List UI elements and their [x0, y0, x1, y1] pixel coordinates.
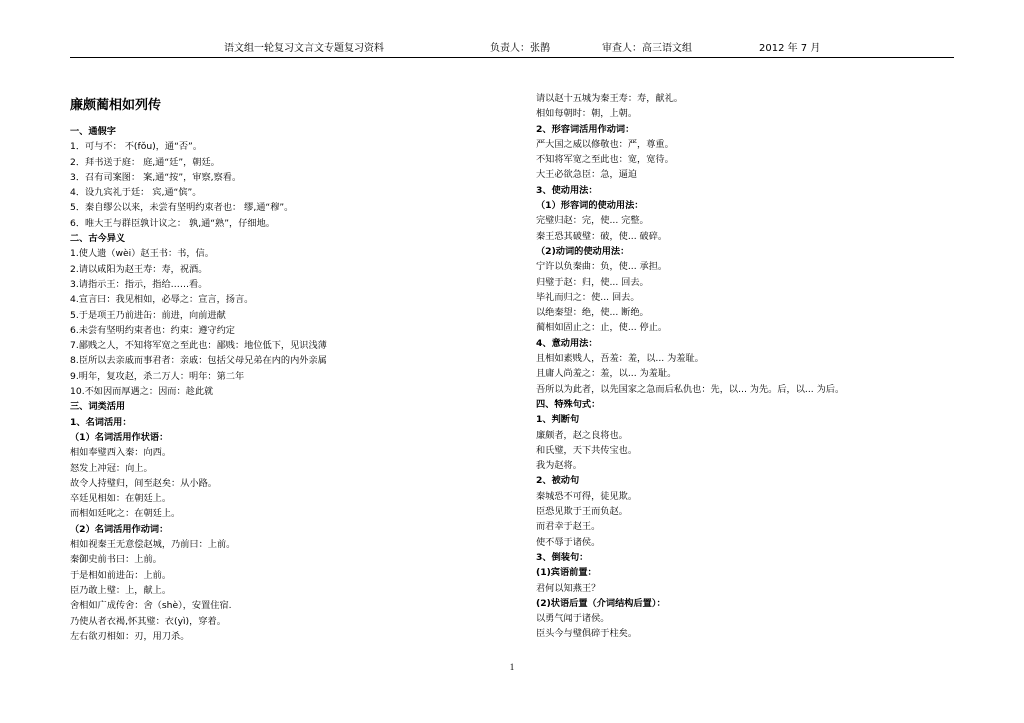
- text-line: 归璧于赵：归，使... 回去。: [536, 276, 649, 288]
- reviewer: 审查人：高三语文组: [602, 43, 692, 54]
- text-line: 2．拜书送于庭： 庭,通“廷”，朝廷。: [70, 156, 220, 168]
- section-heading: 三、词类活用: [70, 401, 126, 413]
- text-line: 3．召有司案图： 案,通“按”，审察,察看。: [70, 171, 242, 183]
- section-heading: （2）名词活用作动词：: [70, 523, 169, 535]
- text-line: 1.使人遗（wèi）赵王书：书，信。: [70, 248, 214, 260]
- text-line: 秦城恐不可得，徒见欺。: [536, 490, 638, 502]
- text-line: 秦御史前书曰：上前。: [70, 554, 162, 566]
- section-heading: 一、通假字: [70, 126, 116, 137]
- text-line: 相如视秦王无意偿赵城，乃前曰：上前。: [70, 539, 236, 551]
- section-heading: 3、倒装句：: [536, 551, 589, 563]
- text-line: 9.明年，复攻赵，杀二万人：明年：第二年: [70, 370, 245, 382]
- text-line: 5．秦自缪公以来，未尝有坚明约束者也： 缪,通“穆”。: [70, 202, 294, 214]
- text-line: 舍相如广成传舍：舍（shè），安置住宿.: [70, 600, 232, 612]
- section-heading: （1）名词活用作状语：: [70, 431, 169, 443]
- text-line: 毕礼而归之：使... 回去。: [536, 291, 640, 303]
- text-line: 且庸人尚羞之：羞，以... 为羞耻。: [536, 368, 677, 380]
- section-heading: 4、意动用法：: [536, 337, 598, 349]
- text-line: 乃使从者衣褐,怀其璧：衣(yì)，穿着。: [70, 615, 226, 627]
- text-line: 臣乃敢上璧：上，献上。: [70, 584, 172, 596]
- text-line: 和氏璧，天下共传宝也。: [536, 444, 638, 456]
- page-header: [70, 43, 954, 57]
- left-column: [70, 98, 500, 644]
- date: 2012 年 7 月: [759, 43, 821, 54]
- section-heading: 四、特殊句式：: [536, 398, 601, 410]
- text-line: 君何以知燕王？: [536, 582, 601, 594]
- text-line: 5.于是项王乃前进缶：前进，向前进献: [70, 309, 226, 321]
- text-line: 请以赵十五城为秦王寿：寿，献礼。: [536, 93, 683, 104]
- text-line: 臣头今与璧俱碎于柱矣。: [536, 628, 638, 640]
- responsible-person: 负责人：张鹊: [490, 43, 550, 54]
- text-line: 相如每朝时：朝，上朝。: [536, 108, 638, 120]
- page-number: 1: [509, 662, 515, 672]
- section-heading: (2)状语后置（介词结构后置）：: [536, 597, 666, 609]
- article-title: 廉颇蔺相如列传: [70, 98, 162, 113]
- text-line: 6．唯大王与群臣孰计议之： 孰,通“熟”，仔细地。: [70, 217, 275, 229]
- text-line: 蔺相如固止之：止，使... 停止。: [536, 322, 668, 334]
- section-heading: （1）形容词的使动用法：: [536, 200, 644, 212]
- text-line: 7.鄙贱之人，不知将军宽之至此也：鄙贱：地位低下，见识浅薄: [70, 340, 327, 352]
- text-line: 而相如廷叱之：在朝廷上。: [70, 508, 181, 520]
- text-line: 使不辱于诸侯。: [536, 536, 601, 548]
- section-heading: 二、古今异义: [70, 233, 126, 245]
- text-line: 4.宣言曰：我见相如，必辱之：宣言，扬言。: [70, 294, 254, 306]
- text-line: 4．设九宾礼于廷： 宾,通“傧”。: [70, 187, 202, 199]
- text-line: 不知将军宽之至此也：宽，宽待。: [536, 154, 674, 166]
- section-heading: 1、判断句: [536, 414, 580, 426]
- right-column: [536, 91, 966, 642]
- text-line: 严大国之威以修敬也：严，尊重。: [536, 138, 674, 150]
- text-line: 怒发上冲冠：向上。: [70, 462, 153, 474]
- section-heading: 2、被动句: [536, 475, 580, 487]
- text-line: 相如奉璧西入秦：向西。: [70, 447, 172, 459]
- text-line: 故令人持璧归，间至赵矣：从小路。: [70, 477, 217, 489]
- text-line: 完璧归赵：完，使... 完整。: [536, 215, 649, 227]
- text-line: 我为赵将。: [536, 460, 582, 472]
- text-line: 8.臣所以去亲戚而事君者：亲戚：包括父母兄弟在内的内外亲属: [70, 355, 327, 367]
- doc-title: 语文组一轮复习文言文专题复习资料: [224, 43, 384, 54]
- text-line: 廉颇者，赵之良将也。: [536, 429, 628, 441]
- text-line: 宁许以负秦曲：负，使... 承担。: [536, 261, 668, 273]
- text-line: 于是相如前进缶：上前。: [70, 569, 172, 581]
- section-heading: 1、名词活用：: [70, 416, 132, 428]
- text-line: 10.不如因而厚遇之：因而：趁此就: [70, 386, 214, 398]
- text-line: 臣恐见欺于王而负赵。: [536, 506, 628, 518]
- text-line: 卒廷见相如：在朝廷上。: [70, 493, 172, 505]
- header-divider: [70, 57, 954, 58]
- text-line: 以绝秦望：绝，使... 断绝。: [536, 307, 649, 319]
- text-line: 且相如素贱人，吾羞：羞，以... 为羞耻。: [536, 353, 704, 365]
- text-line: 1．可与不： 不(fǒu)，通“否”。: [70, 141, 203, 153]
- section-heading: (1)宾语前置：: [536, 567, 597, 579]
- text-line: 2.请以咸阳为赵王寿：寿，祝酒。: [70, 263, 208, 275]
- text-line: 左右欲刃相如：刃，用刀杀。: [70, 630, 190, 642]
- section-heading: 3、使动用法：: [536, 184, 598, 196]
- text-line: 6.未尝有坚明约束者也：约束：遵守约定: [70, 324, 235, 336]
- text-line: 吾所以为此者，以先国家之急而后私仇也：先，以... 为先。后，以... 为后。: [536, 383, 845, 395]
- text-line: 以勇气闻于诸侯。: [536, 613, 610, 625]
- text-line: 3.请指示王：指示，指给……看。: [70, 278, 208, 290]
- section-heading: 2、形容词活用作动词：: [536, 123, 635, 135]
- text-line: 而君幸于赵王。: [536, 521, 601, 533]
- text-line: 秦王恐其破璧：破，使... 破碎。: [536, 230, 668, 242]
- section-heading: （2)动词的使动用法：: [536, 245, 630, 257]
- text-line: 大王必欲急臣：急，逼迫: [536, 169, 638, 181]
